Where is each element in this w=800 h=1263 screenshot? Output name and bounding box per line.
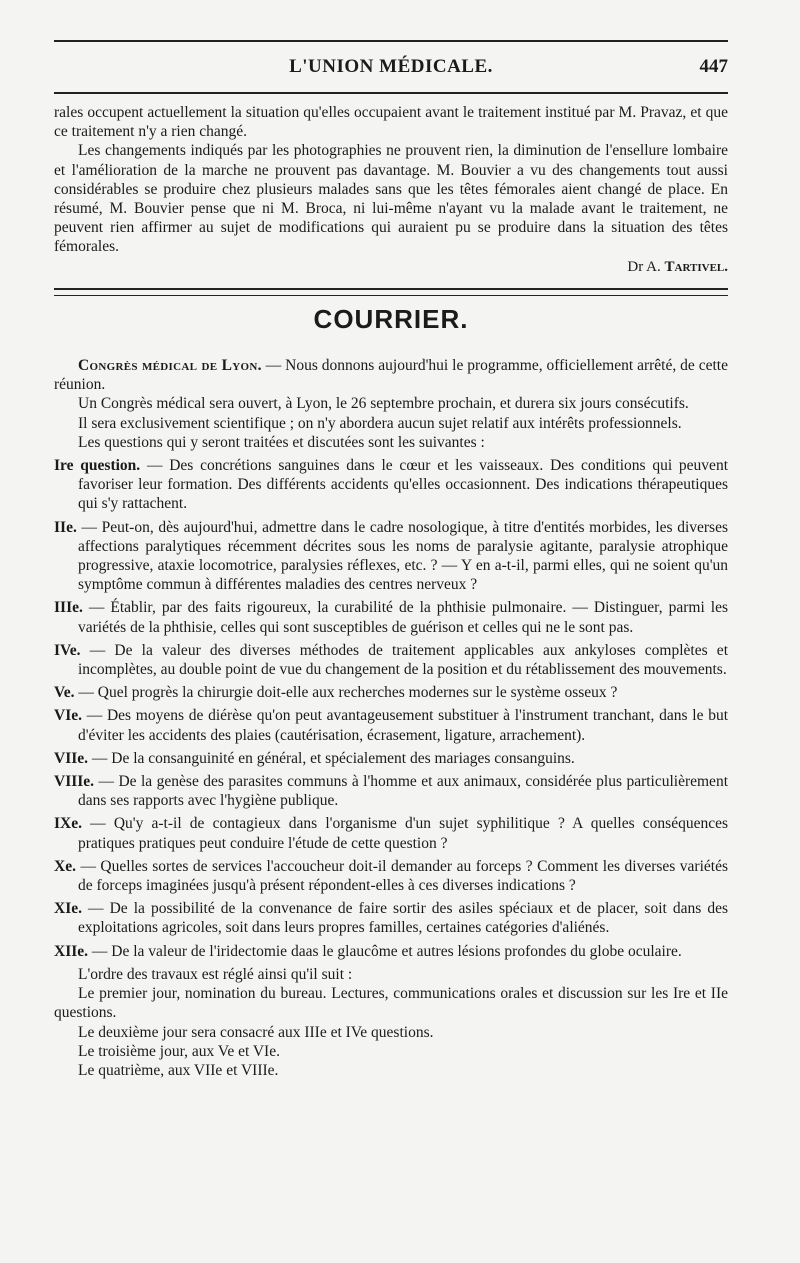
order-day-4: Le quatrième, aux VIIe et VIIIe.: [78, 1061, 279, 1079]
question-item: [54, 456, 728, 514]
signature: [54, 259, 728, 276]
section-title: COURRIER.: [313, 304, 469, 334]
question-item: [54, 899, 728, 937]
question-item: [54, 772, 728, 810]
question-item: [54, 683, 728, 702]
running-head: L'UNION MÉDICALE.: [289, 56, 493, 77]
intro-block: [54, 103, 728, 276]
section-divider: [54, 288, 728, 296]
question-number: IIIe.: [54, 599, 83, 617]
question-number: IXe.: [54, 815, 82, 833]
question-item: [54, 814, 728, 852]
order-day-1: Le premier jour, nomination du bureau. Lectures, communications orales et discussion sur les Ire et IIe questions.: [54, 985, 728, 1022]
courrier-title-wrap: [54, 304, 728, 335]
question-item: [54, 749, 728, 768]
question-item: [54, 706, 728, 744]
question-number: Ve.: [54, 684, 75, 702]
courrier-lead-text: — Nous donnons aujourd'hui le programme, officiellement arrêté, de cette réunion.: [54, 357, 728, 394]
top-rule: [54, 40, 728, 42]
order-day-3: Le troisième jour, aux Ve et VIe.: [78, 1042, 280, 1060]
question-text: — Qu'y a-t-il de contagieux dans l'organisme d'un sujet syphilitique ? A quelles conséquences pratiques pratiques peut conduire l'étude de cette question ?: [78, 815, 728, 852]
question-number: VIIe.: [54, 749, 89, 767]
question-number: Ire question.: [54, 457, 141, 475]
questions-list: [54, 456, 728, 961]
question-item: [54, 942, 728, 961]
courrier-lead: [54, 356, 728, 394]
courrier-paragraph-4: Les questions qui y seront traitées et discutées sont les suivantes :: [78, 433, 485, 451]
question-number: IVe.: [54, 641, 81, 659]
question-item: [54, 857, 728, 895]
question-text: — Des moyens de diérèse qu'on peut avantageusement substituer à l'instrument tranchant, dans le but d'éviter les accidents des plaies (cautérisation, écrasement, ligature, arrachement).: [78, 707, 728, 744]
order-day-2: Le deuxième jour sera consacré aux IIIe et IVe questions.: [78, 1023, 434, 1041]
courrier-paragraph-2: Un Congrès médical sera ouvert, à Lyon, le 26 septembre prochain, et durera six jours consécutifs.: [78, 395, 689, 413]
question-item: [54, 518, 728, 595]
question-text: — Quel progrès la chirurgie doit-elle aux recherches modernes sur le système osseux ?: [74, 684, 618, 702]
signature-prefix: Dr A.: [627, 258, 661, 275]
intro-paragraph-2: Les changements indiqués par les photographies ne prouvent rien, la diminution de l'ensellure lombaire et l'amélioration de la marche ne prouvent pas davantage. M. Bouvier a vu des changements tout aussi considérables se produire chez plusieurs malades sans que les têtes fémorales aient changé de place. En résumé, M. Bouvier pense que ni M. Broca, ni lui-même n'ayant vu la malade avant le traitement, ne peuvent rien affirmer au sujet de modifications qui auraient pu se produire dans la situation des têtes fémorales.: [54, 142, 728, 256]
question-number: VIe.: [54, 707, 82, 725]
page-header: [54, 52, 728, 80]
question-text: — Peut-on, dès aujourd'hui, admettre dans le cadre nosologique, à titre d'entités morbides, les diverses affections paralytiques récemment décrites sous les noms de paralysie agitante, paralysie atrophique progressive, ataxie locomotrice, paralysies réflexes, etc. ? — Y en a-t-il, parmi elles, qui ne soient qu'un symptôme commun à différentes maladies des centres nerveux ?: [76, 518, 728, 594]
question-text: — Quelles sortes de services l'accoucheur doit-il demander au forceps ? Comment les diverses variétés de forceps imaginées jusqu'à présent répondent-elles à ces diverses indications ?: [75, 857, 728, 895]
question-item: [54, 598, 728, 636]
question-number: XIIe.: [54, 942, 89, 960]
question-number: IIe.: [54, 518, 77, 536]
courrier-body: [54, 356, 728, 1080]
question-text: — De la genèse des parasites communs à l'homme et aux animaux, considérée plus particulièrement dans ses rapports avec l'hygiène publique.: [78, 773, 728, 810]
question-text: — De la valeur de l'iridectomie daas le glaucôme et autres lésions profondes du globe oculaire.: [88, 942, 682, 960]
order-intro: L'ordre des travaux est réglé ainsi qu'il suit :: [78, 965, 353, 983]
question-text: — De la valeur des diverses méthodes de traitement applicables aux ankyloses complètes et incomplètes, au double point de vue du changement de la position et du rétablissement des mouvements.: [78, 641, 728, 679]
question-text: — Des concrétions sanguines dans le cœur et les vaisseaux. Des conditions qui peuvent favoriser leur formation. Des différents accidents qu'elles occasionnent. Des indications thérapeutiques qui s'y rattachent.: [78, 457, 728, 513]
question-number: XIe.: [54, 900, 82, 918]
question-text: — De la consanguinité en général, et spécialement des mariages consanguins.: [88, 749, 575, 767]
signature-name: Tartivel.: [664, 258, 728, 275]
intro-paragraph-1: rales occupent actuellement la situation qu'elles occupaient avant le traitement institué par M. Pravaz, et que ce traitement n'y a rien changé.: [54, 104, 728, 141]
courrier-paragraph-3: Il sera exclusivement scientifique ; on n'y abordera aucun sujet relatif aux intérêts professionnels.: [78, 414, 682, 432]
question-item: [54, 641, 728, 679]
question-text: — Établir, par des faits rigoureux, la curabilité de la phthisie pulmonaire. — Distinguer, parmi les variétés de la phthisie, celles qui sont susceptibles de guérison et celles qui ne le sont pas.: [78, 599, 728, 636]
question-text: — De la possibilité de la convenance de faire sortir des asiles spéciaux et de placer, soit dans des exploitations agricoles, soit dans leurs propres familles, certaines catégories d'aliénés.: [78, 900, 728, 937]
page-number: 447: [699, 56, 728, 77]
courrier-lead-caps: Congrès médical de Lyon.: [78, 357, 262, 374]
header-rule: [54, 92, 728, 94]
question-number: VIIIe.: [54, 773, 95, 791]
question-number: Xe.: [54, 857, 76, 875]
